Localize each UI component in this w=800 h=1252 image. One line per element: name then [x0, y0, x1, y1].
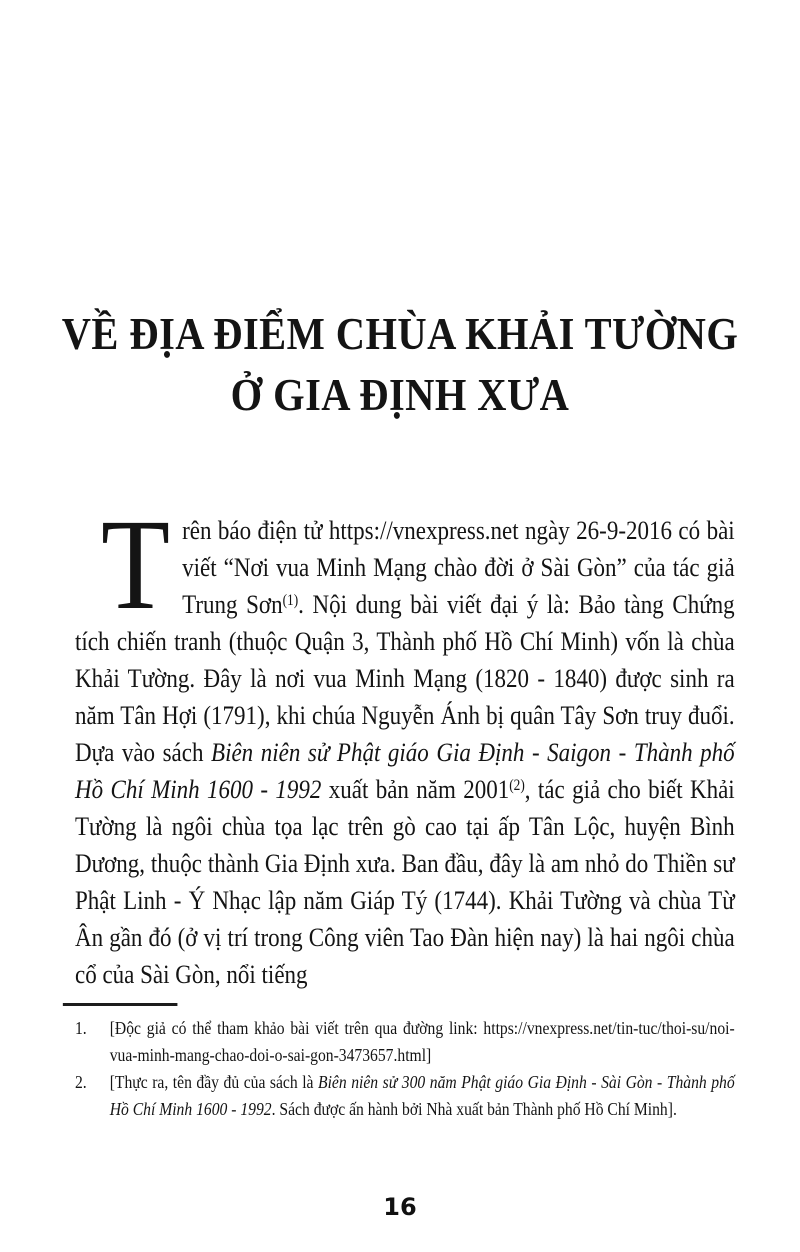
body-text-mid: . Nội dung bài viết đại ý là: Bảo tàng Chứng tích chiến tranh (thuộc Quận 3, Thành phố Hồ Chí Minh) vốn là chùa Khải Tường. Đây là nơi vua Minh Mạng (1820 - 1840) được sinh ra năm Tân Hợi (1791), khi chúa Nguyễn Ánh bị quân Tây Sơn truy đuổi. Dựa vào sách [75, 589, 735, 767]
footnote-1-segment: [Độc giả có thể tham khảo bài viết trên qua đường link: https://vnexpress.net/tin-tuc/thoi-su/noi-vua-minh-mang-chao-doi-o-sai-gon-3473657.html] [109, 1018, 735, 1065]
chapter-title-line-2: Ở GIA ĐỊNH XƯA [230, 369, 570, 420]
chapter-title [48, 303, 752, 425]
footnote-separator [63, 1003, 178, 1006]
footnote-2-book-title: Biên niên sử 300 năm Phật giáo Gia Định - Sài Gòn - Thành phố Hồ Chí Minh 1600 - 1992 [109, 1072, 735, 1119]
page-number: 16 [383, 1193, 417, 1221]
footnote-ref-1: (1) [282, 591, 299, 609]
body-paragraph [75, 493, 735, 993]
page-content [75, 493, 735, 1123]
body-text-pub: xuất bản năm 2001 [321, 774, 510, 804]
footnote-1-number: 1. [75, 1018, 87, 1038]
body-text-tail: , tác giả cho biết Khải Tường là ngôi chùa tọa lạc trên gò cao tại ấp Tân Lộc, huyện Bình Dương, thuộc thành Gia Định xưa. Ban đầu, đây là am nhỏ do Thiền sư Phật Linh - Ý Nhạc lập năm Giáp Tý (1744). Khải Tường và chùa Từ Ân gần đó (ở vị trí trong Công viên Tao Đàn hiện nay) là hai ngôi chùa cổ của Sài Gòn, nổi tiếng [75, 774, 735, 989]
drop-cap: T [101, 493, 170, 637]
footnote-2-text [110, 1069, 735, 1123]
footnote-ref-2: (2) [509, 776, 525, 794]
footnote-2-segment: [Thực ra, tên đầy đủ của sách là [109, 1072, 319, 1092]
footnote-1 [75, 1015, 735, 1069]
footnote-2-number: 2. [75, 1072, 87, 1092]
chapter-title-line-1: VỀ ĐỊA ĐIỂM CHÙA KHẢI TƯỜNG [61, 308, 739, 359]
book-title-italic: Biên niên sử Phật giáo Gia Định - Saigon - Thành phố Hồ Chí Minh 1600 - 1992 [75, 737, 735, 804]
footnote-2 [75, 1069, 735, 1123]
footnote-1-text [110, 1015, 735, 1069]
body-text-intro: rên báo điện tử https://vnexpress.net ngày 26-9-2016 có bài viết “Nơi vua Minh Mạng chào đời ở Sài Gòn” của tác giả Trung Sơn [182, 515, 735, 619]
footnote-2-segment-2: . Sách được ấn hành bởi Nhà xuất bản Thành phố Hồ Chí Minh]. [271, 1099, 677, 1119]
